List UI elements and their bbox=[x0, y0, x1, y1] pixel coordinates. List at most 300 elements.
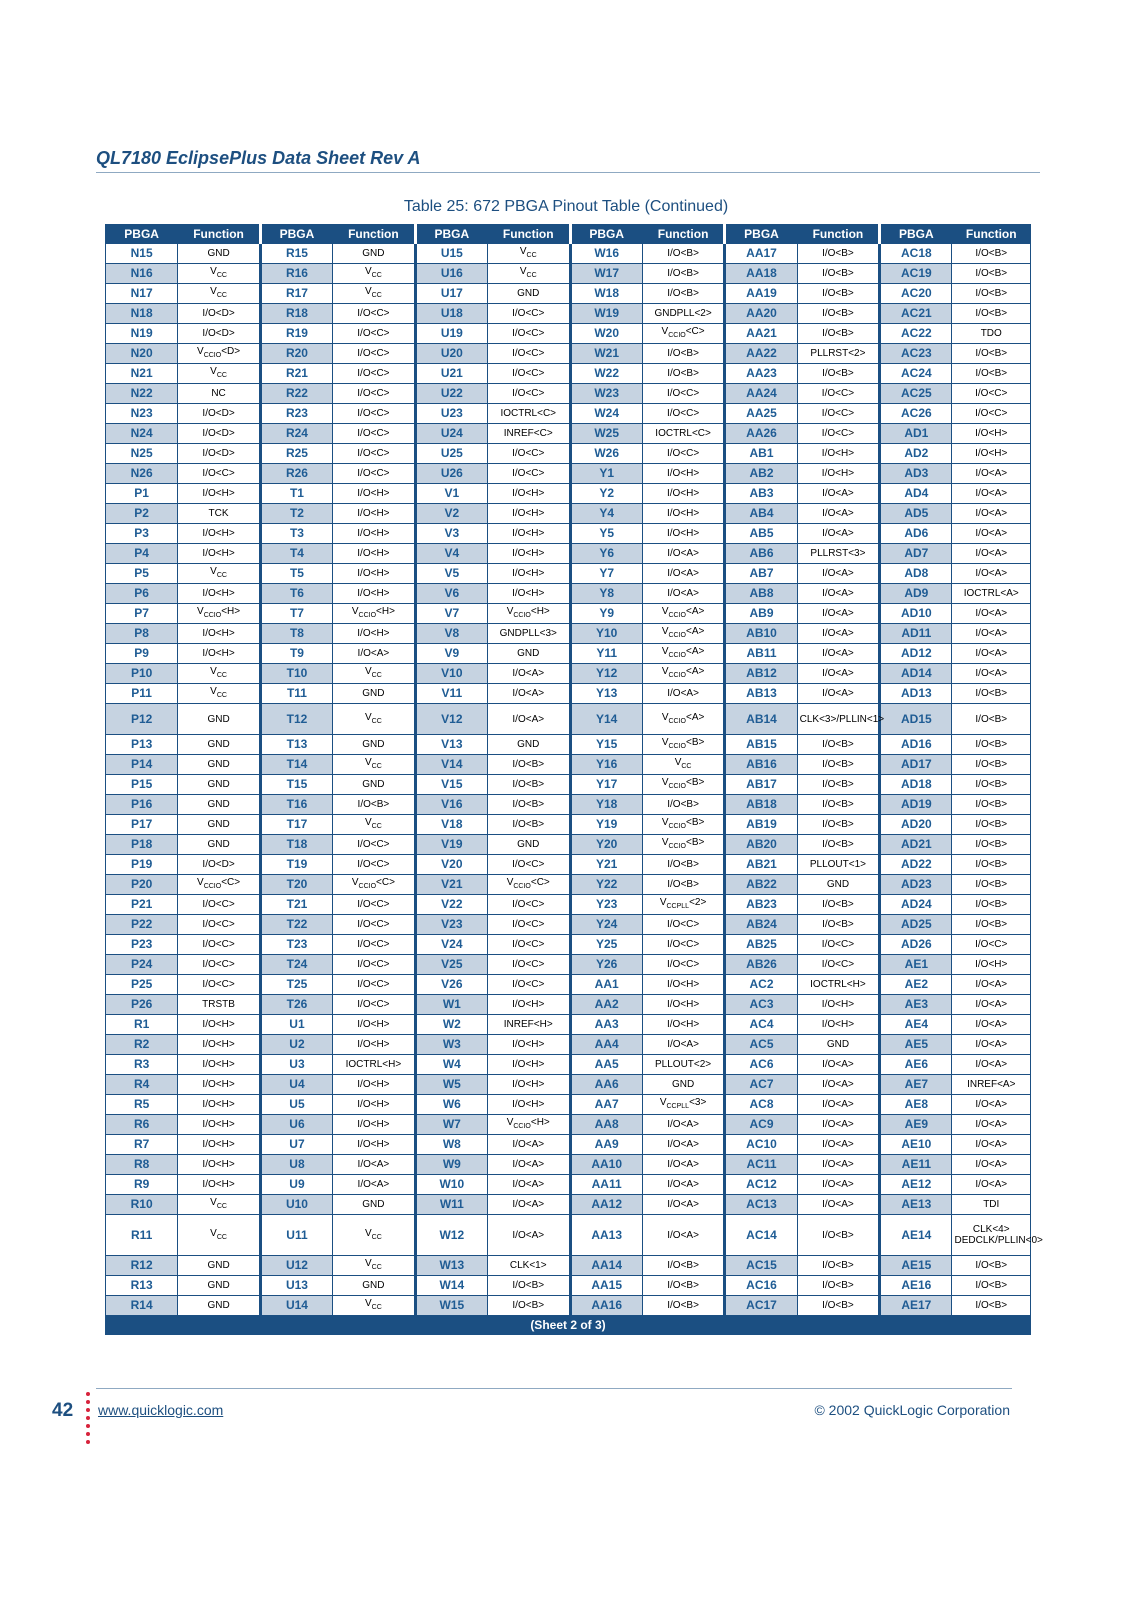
pin-cell: P20 bbox=[106, 875, 178, 895]
pin-cell: V18 bbox=[415, 815, 487, 835]
function-cell: $V_{CCIO}<B>$ bbox=[642, 835, 725, 855]
table-row bbox=[106, 524, 1031, 544]
function-cell: I/O<B> bbox=[487, 1296, 570, 1316]
function-cell: I/O<C> bbox=[333, 404, 416, 424]
pin-cell: W1 bbox=[415, 995, 487, 1015]
pin-cell: U11 bbox=[260, 1215, 332, 1256]
pin-cell: R11 bbox=[106, 1215, 178, 1256]
function-cell: I/O<H> bbox=[487, 1055, 570, 1075]
function-cell: I/O<H> bbox=[178, 584, 261, 604]
function-cell: I/O<C> bbox=[333, 304, 416, 324]
pin-cell: R6 bbox=[106, 1115, 178, 1135]
pin-cell: R26 bbox=[260, 464, 332, 484]
table-row bbox=[106, 504, 1031, 524]
pin-cell: AC11 bbox=[725, 1155, 797, 1175]
function-cell: $V_{CC}$ bbox=[178, 284, 261, 304]
pin-cell: V23 bbox=[415, 915, 487, 935]
table-row bbox=[106, 815, 1031, 835]
pin-cell: AB25 bbox=[725, 935, 797, 955]
pin-cell: R8 bbox=[106, 1155, 178, 1175]
pin-cell: AC6 bbox=[725, 1055, 797, 1075]
function-cell: I/O<H> bbox=[642, 464, 725, 484]
website-link[interactable]: www.quicklogic.com bbox=[98, 1402, 224, 1418]
function-cell: I/O<B> bbox=[487, 815, 570, 835]
pin-cell: AA25 bbox=[725, 404, 797, 424]
function-cell: IOCTRL<A> bbox=[952, 584, 1031, 604]
function-cell: I/O<H> bbox=[178, 544, 261, 564]
pin-cell: T9 bbox=[260, 644, 332, 664]
function-cell: I/O<H> bbox=[178, 1015, 261, 1035]
pin-cell: AD19 bbox=[880, 795, 952, 815]
pin-cell: Y16 bbox=[570, 755, 642, 775]
pin-cell: AD26 bbox=[880, 935, 952, 955]
function-cell: I/O<A> bbox=[952, 604, 1031, 624]
table-row bbox=[106, 564, 1031, 584]
pin-cell: AC19 bbox=[880, 264, 952, 284]
pin-cell: Y8 bbox=[570, 584, 642, 604]
pin-cell: AE2 bbox=[880, 975, 952, 995]
pin-cell: R14 bbox=[106, 1296, 178, 1316]
function-cell: I/O<H> bbox=[487, 995, 570, 1015]
function-cell: I/O<H> bbox=[178, 1155, 261, 1175]
table-row bbox=[106, 484, 1031, 504]
document-header bbox=[96, 148, 1040, 173]
function-cell: I/O<A> bbox=[642, 1195, 725, 1215]
pin-cell: AE7 bbox=[880, 1075, 952, 1095]
pin-cell: AE15 bbox=[880, 1256, 952, 1276]
table-row bbox=[106, 895, 1031, 915]
function-cell: I/O<A> bbox=[487, 1175, 570, 1195]
pin-cell: U26 bbox=[415, 464, 487, 484]
pin-cell: U20 bbox=[415, 344, 487, 364]
pin-cell: P26 bbox=[106, 995, 178, 1015]
function-cell: I/O<A> bbox=[952, 624, 1031, 644]
pin-cell: T18 bbox=[260, 835, 332, 855]
function-cell: I/O<A> bbox=[952, 564, 1031, 584]
function-cell: I/O<A> bbox=[952, 975, 1031, 995]
function-cell: I/O<A> bbox=[952, 504, 1031, 524]
function-cell: $V_{CCIO}<B>$ bbox=[642, 735, 725, 755]
function-cell: $V_{CCIO}<C>$ bbox=[333, 875, 416, 895]
pin-cell: P14 bbox=[106, 755, 178, 775]
function-cell: $V_{CC}$ bbox=[178, 364, 261, 384]
function-cell: I/O<C> bbox=[487, 304, 570, 324]
pin-cell: R25 bbox=[260, 444, 332, 464]
page-number: 42 bbox=[52, 1400, 74, 1421]
function-cell: $V_{CCIO}<B>$ bbox=[642, 775, 725, 795]
table-row bbox=[106, 855, 1031, 875]
pin-cell: AC9 bbox=[725, 1115, 797, 1135]
function-cell: I/O<C> bbox=[952, 404, 1031, 424]
function-cell: I/O<A> bbox=[333, 1155, 416, 1175]
table-row bbox=[106, 995, 1031, 1015]
function-cell: $V_{CCIO}<A>$ bbox=[642, 644, 725, 664]
function-cell: I/O<A> bbox=[952, 484, 1031, 504]
function-cell: GND bbox=[487, 284, 570, 304]
function-cell: I/O<H> bbox=[333, 504, 416, 524]
function-cell: I/O<H> bbox=[642, 995, 725, 1015]
function-cell: I/O<A> bbox=[797, 1135, 880, 1155]
function-cell: I/O<A> bbox=[797, 664, 880, 684]
function-cell: I/O<A> bbox=[952, 524, 1031, 544]
pin-cell: T13 bbox=[260, 735, 332, 755]
function-cell: TDO bbox=[952, 324, 1031, 344]
function-cell: INREF<A> bbox=[952, 1075, 1031, 1095]
pin-cell: AA24 bbox=[725, 384, 797, 404]
pin-cell: AD20 bbox=[880, 815, 952, 835]
pin-cell: AB11 bbox=[725, 644, 797, 664]
function-cell: I/O<B> bbox=[952, 795, 1031, 815]
function-cell: I/O<A> bbox=[952, 644, 1031, 664]
function-cell: I/O<C> bbox=[487, 895, 570, 915]
function-cell: I/O<B> bbox=[797, 1215, 880, 1256]
function-cell: I/O<B> bbox=[952, 284, 1031, 304]
function-cell: $V_{CCIO}<H>$ bbox=[487, 1115, 570, 1135]
pin-cell: AA7 bbox=[570, 1095, 642, 1115]
pin-cell: AA9 bbox=[570, 1135, 642, 1155]
function-cell: I/O<C> bbox=[487, 384, 570, 404]
function-cell: I/O<C> bbox=[333, 444, 416, 464]
function-cell: I/O<H> bbox=[333, 624, 416, 644]
pin-cell: AD8 bbox=[880, 564, 952, 584]
decorative-dots bbox=[86, 1392, 92, 1452]
pin-cell: AB20 bbox=[725, 835, 797, 855]
function-cell: I/O<H> bbox=[642, 1015, 725, 1035]
pin-cell: AD5 bbox=[880, 504, 952, 524]
pin-cell: AD9 bbox=[880, 584, 952, 604]
function-cell: $V_{CC}$ bbox=[487, 244, 570, 264]
function-cell: I/O<C> bbox=[333, 935, 416, 955]
function-cell: I/O<C> bbox=[487, 955, 570, 975]
pin-cell: V3 bbox=[415, 524, 487, 544]
function-cell: $V_{CC}$ bbox=[333, 284, 416, 304]
pin-cell: AC16 bbox=[725, 1276, 797, 1296]
pin-cell: AA2 bbox=[570, 995, 642, 1015]
pin-cell: P25 bbox=[106, 975, 178, 995]
function-cell: TRSTB bbox=[178, 995, 261, 1015]
table-row bbox=[106, 344, 1031, 364]
function-cell: I/O<H> bbox=[178, 1055, 261, 1075]
function-cell: I/O<C> bbox=[487, 464, 570, 484]
pin-cell: V1 bbox=[415, 484, 487, 504]
pin-cell: Y10 bbox=[570, 624, 642, 644]
column-header-pbga: PBGA bbox=[260, 225, 332, 244]
pin-cell: P13 bbox=[106, 735, 178, 755]
pin-cell: N18 bbox=[106, 304, 178, 324]
pin-cell: AA6 bbox=[570, 1075, 642, 1095]
pin-cell: W18 bbox=[570, 284, 642, 304]
pin-cell: R19 bbox=[260, 324, 332, 344]
function-cell: I/O<C> bbox=[333, 344, 416, 364]
pin-cell: Y13 bbox=[570, 684, 642, 704]
function-cell: I/O<B> bbox=[642, 795, 725, 815]
pin-cell: N17 bbox=[106, 284, 178, 304]
pin-cell: AC25 bbox=[880, 384, 952, 404]
table-row bbox=[106, 975, 1031, 995]
pin-cell: P10 bbox=[106, 664, 178, 684]
function-cell: I/O<B> bbox=[952, 755, 1031, 775]
function-cell: I/O<H> bbox=[178, 1175, 261, 1195]
pin-cell: U1 bbox=[260, 1015, 332, 1035]
function-cell: I/O<D> bbox=[178, 404, 261, 424]
pin-cell: T17 bbox=[260, 815, 332, 835]
function-cell: I/O<B> bbox=[952, 855, 1031, 875]
function-cell: I/O<B> bbox=[642, 244, 725, 264]
pin-cell: AC13 bbox=[725, 1195, 797, 1215]
pin-cell: AB1 bbox=[725, 444, 797, 464]
pin-cell: N21 bbox=[106, 364, 178, 384]
function-cell: I/O<H> bbox=[487, 1035, 570, 1055]
function-cell: I/O<B> bbox=[952, 895, 1031, 915]
function-cell: I/O<C> bbox=[178, 895, 261, 915]
function-cell: GND bbox=[333, 775, 416, 795]
function-cell: I/O<C> bbox=[797, 404, 880, 424]
pin-cell: Y20 bbox=[570, 835, 642, 855]
pin-cell: Y11 bbox=[570, 644, 642, 664]
pin-cell: N20 bbox=[106, 344, 178, 364]
column-header-function: Function bbox=[642, 225, 725, 244]
pin-cell: AB10 bbox=[725, 624, 797, 644]
function-cell: I/O<B> bbox=[797, 244, 880, 264]
table-row bbox=[106, 1215, 1031, 1256]
function-cell: I/O<C> bbox=[333, 364, 416, 384]
function-cell: I/O<A> bbox=[642, 564, 725, 584]
pin-cell: AA4 bbox=[570, 1035, 642, 1055]
pin-cell: V25 bbox=[415, 955, 487, 975]
table-row bbox=[106, 775, 1031, 795]
function-cell: $V_{CC}$ bbox=[333, 1296, 416, 1316]
column-header-pbga: PBGA bbox=[725, 225, 797, 244]
function-cell: I/O<A> bbox=[797, 604, 880, 624]
function-cell: I/O<H> bbox=[333, 1075, 416, 1095]
function-cell: I/O<H> bbox=[178, 624, 261, 644]
table-row bbox=[106, 364, 1031, 384]
function-cell: IOCTRL<H> bbox=[797, 975, 880, 995]
function-cell: I/O<B> bbox=[797, 364, 880, 384]
function-cell: I/O<A> bbox=[952, 995, 1031, 1015]
pin-cell: V4 bbox=[415, 544, 487, 564]
pin-cell: V22 bbox=[415, 895, 487, 915]
pin-cell: R18 bbox=[260, 304, 332, 324]
pin-cell: P24 bbox=[106, 955, 178, 975]
function-cell: GNDPLL<3> bbox=[487, 624, 570, 644]
table-row bbox=[106, 1115, 1031, 1135]
function-cell: I/O<A> bbox=[952, 1135, 1031, 1155]
pin-cell: T22 bbox=[260, 915, 332, 935]
function-cell: I/O<C> bbox=[487, 344, 570, 364]
pin-cell: Y1 bbox=[570, 464, 642, 484]
function-cell: I/O<C> bbox=[333, 835, 416, 855]
function-cell: I/O<B> bbox=[642, 364, 725, 384]
pin-cell: T6 bbox=[260, 584, 332, 604]
table-row bbox=[106, 795, 1031, 815]
function-cell: I/O<B> bbox=[797, 755, 880, 775]
pin-cell: AD16 bbox=[880, 735, 952, 755]
function-cell: I/O<B> bbox=[487, 775, 570, 795]
pin-cell: W21 bbox=[570, 344, 642, 364]
pin-cell: W20 bbox=[570, 324, 642, 344]
function-cell: $V_{CCIO}<H>$ bbox=[487, 604, 570, 624]
pin-cell: AA23 bbox=[725, 364, 797, 384]
pin-cell: AA12 bbox=[570, 1195, 642, 1215]
pin-cell: T11 bbox=[260, 684, 332, 704]
function-cell: I/O<C> bbox=[487, 855, 570, 875]
pin-cell: Y24 bbox=[570, 915, 642, 935]
function-cell: I/O<C> bbox=[178, 915, 261, 935]
function-cell: GND bbox=[178, 735, 261, 755]
pin-cell: W16 bbox=[570, 244, 642, 264]
function-cell: I/O<A> bbox=[487, 664, 570, 684]
function-cell: INREF<C> bbox=[487, 424, 570, 444]
function-cell: I/O<C> bbox=[797, 424, 880, 444]
function-cell: I/O<B> bbox=[797, 795, 880, 815]
pin-cell: AA14 bbox=[570, 1256, 642, 1276]
function-cell: $V_{CCIO}<H>$ bbox=[178, 604, 261, 624]
pin-cell: N19 bbox=[106, 324, 178, 344]
function-cell: I/O<H> bbox=[797, 444, 880, 464]
function-cell: I/O<H> bbox=[797, 464, 880, 484]
function-cell: $V_{CC}$ bbox=[178, 1195, 261, 1215]
table-row bbox=[106, 664, 1031, 684]
function-cell: $V_{CCIO}<H>$ bbox=[333, 604, 416, 624]
function-cell: I/O<A> bbox=[487, 704, 570, 735]
pin-cell: AB14 bbox=[725, 704, 797, 735]
pin-cell: P16 bbox=[106, 795, 178, 815]
pin-cell: V24 bbox=[415, 935, 487, 955]
function-cell: I/O<C> bbox=[487, 364, 570, 384]
pin-cell: Y2 bbox=[570, 484, 642, 504]
pin-cell: V10 bbox=[415, 664, 487, 684]
pin-cell: AC24 bbox=[880, 364, 952, 384]
function-cell: I/O<D> bbox=[178, 444, 261, 464]
pin-cell: T15 bbox=[260, 775, 332, 795]
pin-cell: W6 bbox=[415, 1095, 487, 1115]
function-cell: I/O<B> bbox=[487, 755, 570, 775]
function-cell: I/O<A> bbox=[952, 1035, 1031, 1055]
pin-cell: P1 bbox=[106, 484, 178, 504]
function-cell: I/O<B> bbox=[642, 344, 725, 364]
pin-cell: AC21 bbox=[880, 304, 952, 324]
pin-cell: N15 bbox=[106, 244, 178, 264]
pin-cell: W24 bbox=[570, 404, 642, 424]
pin-cell: AE6 bbox=[880, 1055, 952, 1075]
function-cell: I/O<H> bbox=[178, 1035, 261, 1055]
pin-cell: R13 bbox=[106, 1276, 178, 1296]
pin-cell: N23 bbox=[106, 404, 178, 424]
function-cell: $V_{CCIO}<A>$ bbox=[642, 604, 725, 624]
table-row bbox=[106, 684, 1031, 704]
pin-cell: W15 bbox=[415, 1296, 487, 1316]
function-cell: I/O<C> bbox=[797, 955, 880, 975]
table-row bbox=[106, 1075, 1031, 1095]
function-cell: I/O<A> bbox=[642, 1215, 725, 1256]
function-cell: $V_{CC}$ bbox=[642, 755, 725, 775]
function-cell: I/O<A> bbox=[797, 1195, 880, 1215]
table-row bbox=[106, 1195, 1031, 1215]
function-cell: I/O<H> bbox=[333, 544, 416, 564]
pin-cell: N25 bbox=[106, 444, 178, 464]
pin-cell: AE10 bbox=[880, 1135, 952, 1155]
pin-cell: V13 bbox=[415, 735, 487, 755]
pin-cell: AC26 bbox=[880, 404, 952, 424]
function-cell: I/O<A> bbox=[642, 684, 725, 704]
pin-cell: R23 bbox=[260, 404, 332, 424]
function-cell: PLLRST<2> bbox=[797, 344, 880, 364]
function-cell: I/O<A> bbox=[797, 624, 880, 644]
pin-cell: U7 bbox=[260, 1135, 332, 1155]
function-cell: I/O<A> bbox=[487, 1215, 570, 1256]
pin-cell: AE11 bbox=[880, 1155, 952, 1175]
pin-cell: U24 bbox=[415, 424, 487, 444]
pin-cell: P5 bbox=[106, 564, 178, 584]
pin-cell: AB26 bbox=[725, 955, 797, 975]
pin-cell: R2 bbox=[106, 1035, 178, 1055]
function-cell: I/O<B> bbox=[642, 284, 725, 304]
pin-cell: R5 bbox=[106, 1095, 178, 1115]
pin-cell: W11 bbox=[415, 1195, 487, 1215]
function-cell: I/O<A> bbox=[797, 584, 880, 604]
function-cell: $V_{CC}$ bbox=[333, 1256, 416, 1276]
function-cell: I/O<C> bbox=[333, 895, 416, 915]
function-cell: I/O<B> bbox=[952, 704, 1031, 735]
function-cell: I/O<H> bbox=[333, 1095, 416, 1115]
pin-cell: T5 bbox=[260, 564, 332, 584]
pin-cell: T23 bbox=[260, 935, 332, 955]
pin-cell: U17 bbox=[415, 284, 487, 304]
function-cell: I/O<H> bbox=[487, 1095, 570, 1115]
table-row bbox=[106, 304, 1031, 324]
function-cell: $V_{CCPLL}<3>$ bbox=[642, 1095, 725, 1115]
function-cell: I/O<C> bbox=[333, 995, 416, 1015]
pin-cell: AB4 bbox=[725, 504, 797, 524]
function-cell: I/O<C> bbox=[952, 384, 1031, 404]
function-cell: I/O<B> bbox=[952, 1256, 1031, 1276]
pin-cell: U23 bbox=[415, 404, 487, 424]
function-cell: I/O<H> bbox=[642, 484, 725, 504]
pin-cell: V12 bbox=[415, 704, 487, 735]
table-row bbox=[106, 284, 1031, 304]
function-cell: I/O<A> bbox=[642, 544, 725, 564]
function-cell: I/O<A> bbox=[642, 1135, 725, 1155]
function-cell: TCK bbox=[178, 504, 261, 524]
pin-cell: W19 bbox=[570, 304, 642, 324]
function-cell: I/O<B> bbox=[797, 735, 880, 755]
table-row bbox=[106, 1276, 1031, 1296]
table-row bbox=[106, 835, 1031, 855]
function-cell: $V_{CCIO}<C>$ bbox=[487, 875, 570, 895]
pin-cell: AA11 bbox=[570, 1175, 642, 1195]
function-cell: I/O<H> bbox=[333, 1115, 416, 1135]
pin-cell: AC14 bbox=[725, 1215, 797, 1256]
table-row bbox=[106, 1135, 1031, 1155]
function-cell: IOCTRL<C> bbox=[487, 404, 570, 424]
pin-cell: P9 bbox=[106, 644, 178, 664]
pin-cell: P18 bbox=[106, 835, 178, 855]
column-header-function: Function bbox=[797, 225, 880, 244]
function-cell: CLK<4> DEDCLK/PLLIN<0> bbox=[952, 1215, 1031, 1256]
function-cell: I/O<H> bbox=[333, 1135, 416, 1155]
pin-cell: Y18 bbox=[570, 795, 642, 815]
pin-cell: AB7 bbox=[725, 564, 797, 584]
function-cell: GND bbox=[797, 875, 880, 895]
function-cell: I/O<B> bbox=[797, 835, 880, 855]
function-cell: I/O<H> bbox=[487, 504, 570, 524]
function-cell: GND bbox=[178, 795, 261, 815]
pin-cell: T2 bbox=[260, 504, 332, 524]
pin-cell: AA16 bbox=[570, 1296, 642, 1316]
table-row bbox=[106, 1175, 1031, 1195]
function-cell: I/O<B> bbox=[952, 1276, 1031, 1296]
